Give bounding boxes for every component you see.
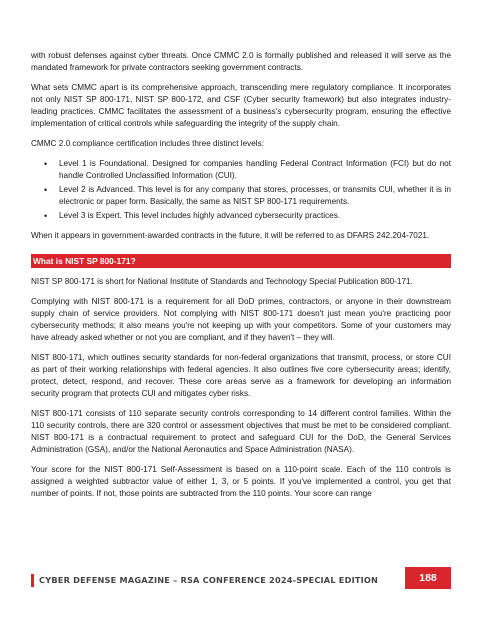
list-item-level-1: • Level 1 is Foundational. Designed for companies handling Federal Contract Information (FCI) but do not handle Controlled Unclassified Information (CUI). [59, 158, 451, 182]
page-number: 188 [405, 567, 451, 589]
list-item-level-2: • Level 2 is Advanced. This level is for any company that stores, processes, or transmits CUI, whether it is in electronic or paper form. Basically, the same as NIST SP 800-171 requirements. [59, 184, 451, 208]
paragraph-nist-standards: NIST 800-171, which outlines security standards for non-federal organizations that transmit, process, or store CUI as part of their working relationships with federal agencies. It also outlines five core cybersecurity areas; identify, protect, detect, respond, and recover. These core areas serve as a framework for developing an information security program that protects CUI and mitigates cyber risks. [31, 353, 451, 398]
paragraph-cmmc-intro: with robust defenses against cyber threats. Once CMMC 2.0 is formally published and released it will serve as the mandated framework for private contractors seeking government contracts. [31, 51, 451, 72]
paragraph-nist-controls: NIST 800-171 consists of 110 separate security controls corresponding to 14 different control families. Within the 110 security controls, there are 320 control or assessment objectives that must be met to be considered compliant. NIST 800-171 is a contractual requirement to protect and safeguard CUI for the DoD, the General Services Administration (GSA), and/or the National Aeronautics and Space Administration (NASA). [31, 409, 451, 454]
levels-list [31, 158, 451, 222]
paragraph-cmmc-approach: What sets CMMC apart is its comprehensive approach, transcending mere regulatory compliance. It incorporates not only NIST SP 800-171, NIST SP 800-172, and CSF (Cyber security framework) but also integrates industry-leading practices. CMMC facilitates the assessment of a business's cybersecurity program, ensuring the effective implementation of critical controls while safeguarding the integrity of the supply chain. [31, 83, 451, 128]
footer-accent-bar [31, 574, 34, 587]
paragraph-dfars: When it appears in government-awarded contracts in the future, it will be referred to as DFARS 242.204-7021. [31, 231, 430, 240]
list-item-level-3: • Level 3 is Expert. This level includes highly advanced cybersecurity practices. [59, 210, 451, 222]
page-body [31, 50, 451, 508]
page-footer [31, 573, 451, 589]
footer-magazine-title: CYBER DEFENSE MAGAZINE – RSA CONFERENCE 2024-SPECIAL EDITION [39, 575, 379, 585]
paragraph-nist-definition: NIST SP 800-171 is short for National Institute of Standards and Technology Special Publication 800-171. [31, 277, 413, 286]
paragraph-nist-requirement: Complying with NIST 800-171 is a requirement for all DoD primes, contractors, or anyone in their downstream supply chain of service providers. Not complying with NIST 800-171 doesn't just mean you're practicing poor cybersecurity methods; it also means you're not keeping up with your competitors. Some of your customers may have already asked whether or not you are compliant, and if they haven't – they will. [31, 297, 451, 342]
section-heading-nist: What is NIST SP 800-171? [31, 254, 451, 268]
paragraph-nist-score: Your score for the NIST 800-171 Self-Assessment is based on a 110-point scale. Each of the 110 controls is assigned a weighted subtractor value of either 1, 3, or 5 points. If you've implemented a control, you get that number of points. If not, those points are subtracted from the 110 points. Your score can range [31, 465, 451, 498]
paragraph-cmmc-levels-intro: CMMC 2.0 compliance certification includes three distinct levels: [31, 139, 264, 148]
